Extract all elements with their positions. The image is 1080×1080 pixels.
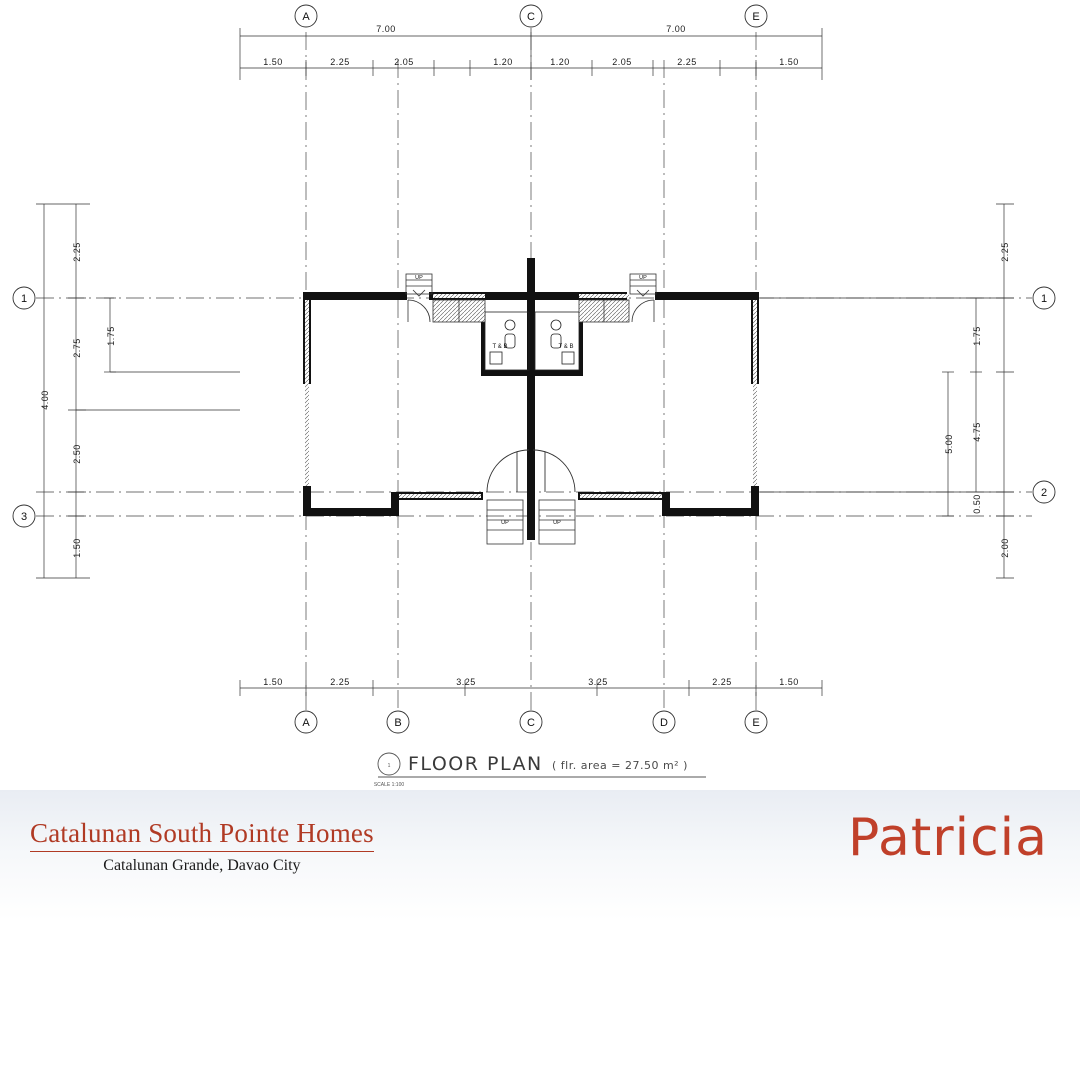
building-walls [303, 258, 759, 540]
dim-left-chain-2: 2.50 [72, 444, 82, 464]
grid-label-bottom-1: B [394, 717, 402, 729]
dim-bottom-5: 1.50 [779, 677, 799, 687]
grid-label-right-0: 1 [1040, 293, 1048, 305]
dim-top-detail-7: 1.50 [779, 57, 799, 67]
grid-label-left-1: 3 [20, 511, 28, 523]
dim-bottom-1: 2.25 [330, 677, 350, 687]
room-label-0: T & B [492, 344, 508, 350]
project-location: Catalunan Grande, Davao City [103, 857, 301, 874]
dim-top-detail-0: 1.50 [263, 57, 283, 67]
dim-right-chain-4: 2.00 [1000, 538, 1010, 558]
dim-right-chain-0: 2.25 [1000, 242, 1010, 262]
grid-label-top-1: C [527, 11, 535, 23]
dim-top-overall-1: 7.00 [666, 24, 686, 34]
brand-block [30, 818, 374, 875]
dim-bottom-3: 3.25 [588, 677, 608, 687]
dim-left-chain-0: 2.25 [72, 242, 82, 262]
room-label-1: T & B [558, 344, 574, 350]
grid-label-top-2: E [752, 11, 760, 23]
dim-left-chain-3: 1.50 [72, 538, 82, 558]
stair-label-3: UP [553, 520, 561, 526]
dim-top-overall-0: 7.00 [376, 24, 396, 34]
grid-label-bottom-0: A [302, 717, 310, 729]
dim-right-chain-2: 4.75 [972, 422, 982, 442]
plan-scale-label: SCALE 1:100 [373, 782, 405, 788]
dim-top-detail-2: 2.05 [394, 57, 414, 67]
dim-right-outer-0: 5.00 [944, 434, 954, 454]
dim-left-outer-0: 4.00 [40, 390, 50, 410]
dim-bottom-0: 1.50 [263, 677, 283, 687]
plan-title-note: ( flr. area = 27.50 m² ) [552, 759, 688, 772]
dim-left-chain-1: 2.75 [72, 338, 82, 358]
model-name: Patricia [847, 808, 1048, 868]
grid-label-left-0: 1 [20, 293, 28, 305]
dim-top-detail-4: 1.20 [550, 57, 570, 67]
dim-bottom-4: 2.25 [712, 677, 732, 687]
grid-label-bottom-3: D [660, 717, 668, 729]
stair-label-1: UP [639, 275, 647, 281]
grid-label-right-1: 2 [1040, 487, 1048, 499]
footer-banner [0, 790, 1080, 1080]
plan-title-block [374, 753, 706, 788]
project-name: Catalunan South Pointe Homes [30, 818, 374, 852]
dim-bottom-2: 3.25 [456, 677, 476, 687]
dim-top-detail-3: 1.20 [493, 57, 513, 67]
dim-left-inner-0: 1.75 [106, 326, 116, 346]
dim-right-chain-1: 1.75 [972, 326, 982, 346]
dim-top-detail-6: 2.25 [677, 57, 697, 67]
plan-title: FLOOR PLAN [408, 753, 543, 775]
stair-label-0: UP [415, 275, 423, 281]
dim-right-chain-3: 0.50 [972, 494, 982, 514]
dim-top-detail-5: 2.05 [612, 57, 632, 67]
stair-label-2: UP [501, 520, 509, 526]
title-bubble-number: 1 [387, 763, 391, 769]
dim-top-detail-1: 2.25 [330, 57, 350, 67]
grid-label-bottom-2: C [527, 717, 535, 729]
grid-label-bottom-4: E [752, 717, 760, 729]
grid-label-top-0: A [302, 11, 310, 23]
